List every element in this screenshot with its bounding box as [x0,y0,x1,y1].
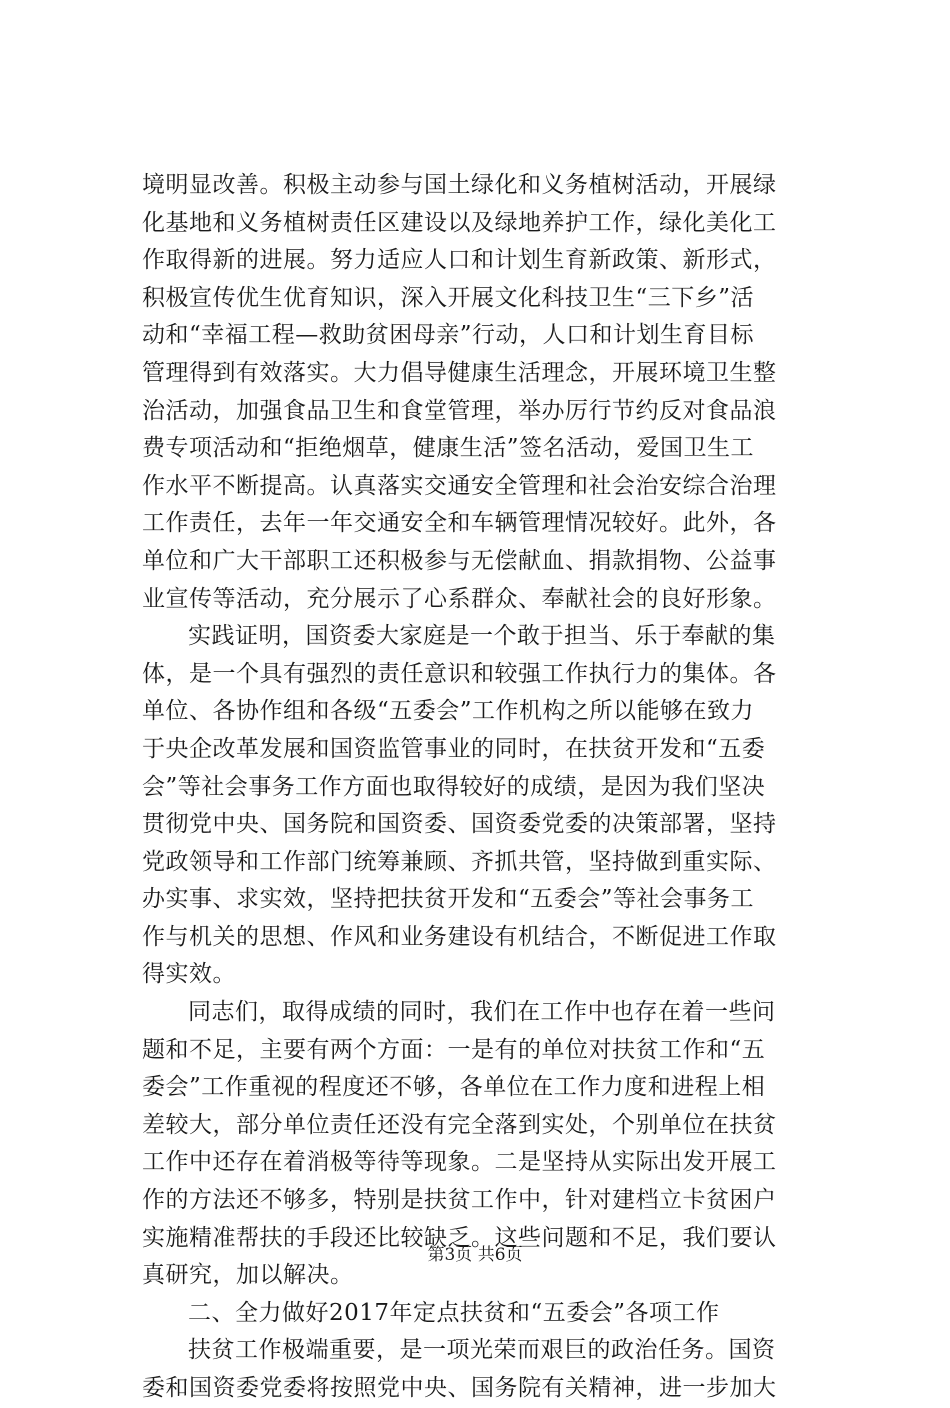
text-line: 会”等社会事务工作方面也取得较好的成绩，是因为我们坚决 [142,773,766,800]
text-line: 得实效。 [142,961,236,988]
text-line: 业宣传等活动，充分展示了心系群众、奉献社会的良好形象。 [142,585,777,612]
text-line: 费专项活动和“拒绝烟草，健康生活”签名活动，爱国卫生工 [142,435,755,462]
body-text [142,167,822,1408]
text-line: 作水平不断提高。认真落实交通安全管理和社会治安综合治理 [142,472,777,499]
paragraph-start-line: 同志们，取得成绩的同时，我们在工作中也存在着一些问 [188,999,776,1026]
text-line: 工作中还存在着消极等待等现象。二是坚持从实际出发开展工 [142,1149,777,1176]
text-line: 单位和广大干部职工还积极参与无偿献血、捐款捐物、公益事 [142,547,777,574]
text-line: 动和“幸福工程—救助贫困母亲”行动，人口和计划生育目标 [142,322,755,349]
text-line: 委会”工作重视的程度还不够，各单位在工作力度和进程上相 [142,1074,766,1101]
text-line: 作与机关的思想、作风和业务建设有机结合，不断促进工作取 [142,923,777,950]
text-line: 单位、各协作组和各级“五委会”工作机构之所以能够在致力 [142,698,755,725]
paragraph-start-line: 扶贫工作极端重要，是一项光荣而艰巨的政治任务。国资 [188,1337,776,1364]
text-line: 体，是一个具有强烈的责任意识和较强工作执行力的集体。各 [142,660,777,687]
text-line: 境明显改善。积极主动参与国土绿化和义务植树活动，开展绿 [142,172,777,198]
text-line: 委和国资委党委将按照党中央、国务院有关精神，进一步加大 [142,1375,777,1401]
text-line: 治活动，加强食品卫生和食堂管理，举办厉行节约反对食品浪 [142,397,777,424]
text-line: 作取得新的进展。努力适应人口和计划生育新政策、新形式， [142,247,777,274]
section-heading: 二、全力做好2017年定点扶贫和“五委会”各项工作 [188,1299,720,1326]
text-line: 贯彻党中央、国务院和国资委、国资委党委的决策部署，坚持 [142,811,777,838]
text-line: 管理得到有效落实。大力倡导健康生活理念，开展环境卫生整 [142,359,777,386]
text-line: 实施精准帮扶的手段还比较缺乏。这些问题和不足，我们要认 [142,1224,777,1251]
text-line: 党政领导和工作部门统筹兼顾、齐抓共管，坚持做到重实际、 [142,848,777,875]
text-line: 题和不足，主要有两个方面：一是有的单位对扶贫工作和“五 [142,1036,766,1063]
text-line: 差较大，部分单位责任还没有完全落到实处，个别单位在扶贫 [142,1111,777,1138]
page-number-footer: 第3页 共6页 [427,1245,523,1265]
paragraph-start-line: 实践证明，国资委大家庭是一个敢于担当、乐于奉献的集 [188,623,776,650]
text-line: 办实事、求实效，坚持把扶贫开发和“五委会”等社会事务工 [142,886,755,913]
text-line: 作的方法还不够多，特别是扶贫工作中，针对建档立卡贫困户 [142,1187,777,1214]
text-line: 于央企改革发展和国资监管事业的同时，在扶贫开发和“五委 [142,735,766,762]
text-line: 真研究，加以解决。 [142,1262,354,1289]
text-line: 积极宣传优生优育知识，深入开展文化科技卫生“三下乡”活 [142,284,755,311]
text-line: 化基地和义务植树责任区建设以及绿地养护工作，绿化美化工 [142,209,777,236]
text-line: 工作责任，去年一年交通安全和车辆管理情况较好。此外，各 [142,510,777,537]
